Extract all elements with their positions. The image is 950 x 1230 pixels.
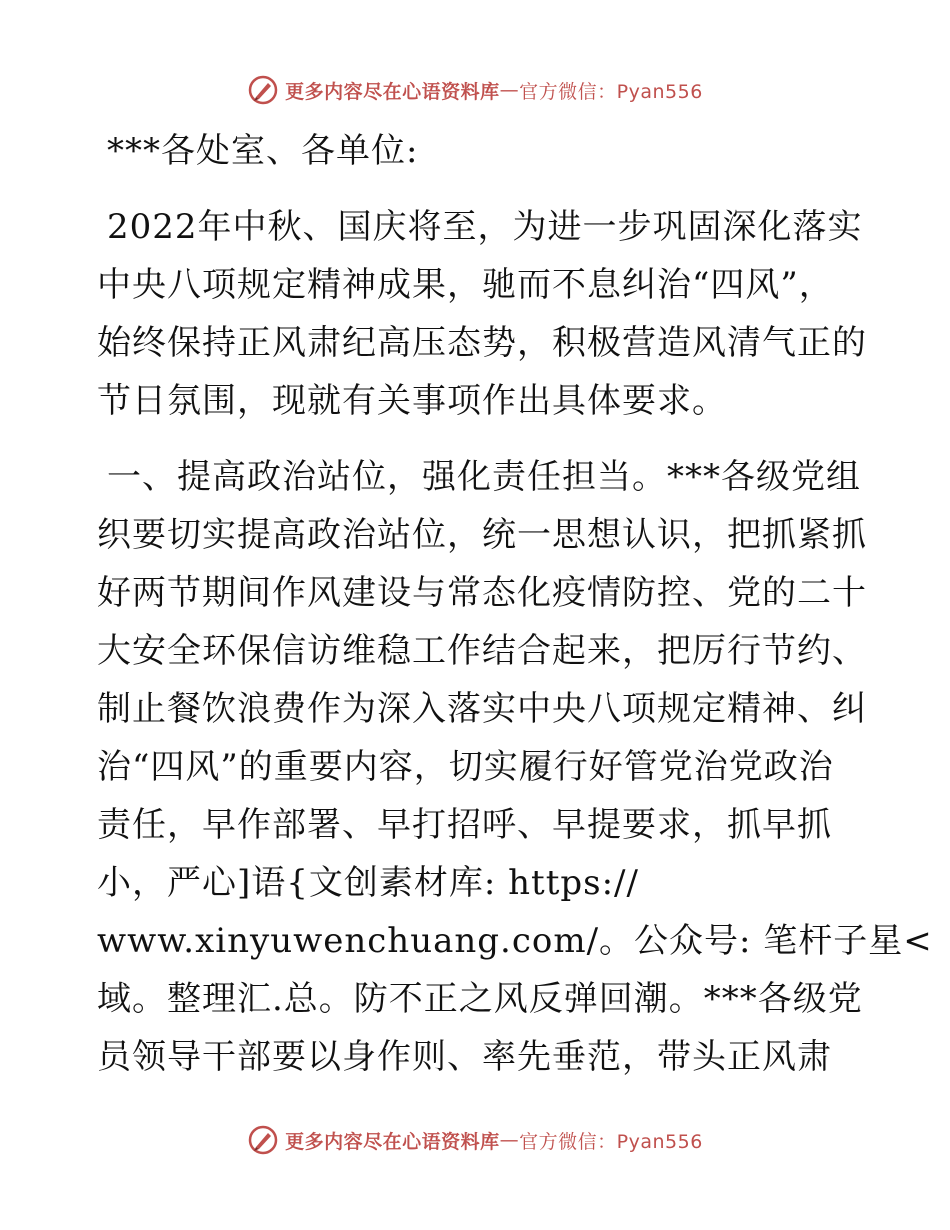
footer-watermark [0, 1120, 950, 1160]
paragraph-2-line: 员领导干部要以身作则、率先垂范，带头正风肃 [97, 1037, 832, 1077]
paragraph-2-line: 治“四风”的重要内容，切实履行好管党治党政治 [97, 747, 834, 787]
paragraph-2-line: 好两节期间作风建设与常态化疫情防控、党的二十 [97, 573, 867, 613]
watermark-contact-text: 官方微信：Pyan556 [519, 80, 703, 103]
watermark-contact-text: 官方微信：Pyan556 [519, 1130, 703, 1153]
watermark-main-text: 更多内容尽在心语资料库 [285, 1130, 500, 1153]
paragraph-2-line: 一、提高政治站位，强化责任担当。***各级党组 [107, 457, 861, 497]
paragraph-2-line: 域。整理汇.总。防不正之风反弹回潮。***各级党 [97, 979, 863, 1019]
paragraph-2-line: 小，严心]语{文创素材库: https:// [97, 863, 639, 903]
paragraph-2-line: www.xinyuwenchuang.com/。公众号: 笔杆子星< [97, 921, 933, 961]
paragraph-2-line: 责任，早作部署、早打招呼、早提要求，抓早抓 [97, 805, 832, 845]
paragraph-1-line: 中央八项规定精神成果，驰而不息纠治“四风”， [97, 265, 834, 305]
pen-logo-icon [247, 74, 279, 106]
paragraph-2-line: 制止餐饮浪费作为深入落实中央八项规定精神、纠 [97, 689, 867, 729]
header-watermark [0, 70, 950, 110]
paragraph-2-line: 织要切实提高政治站位，统一思想认识，把抓紧抓 [97, 515, 867, 555]
pen-logo-icon [247, 1124, 279, 1156]
watermark-main-text: 更多内容尽在心语资料库 [285, 80, 500, 103]
salutation: ***各处室、各单位: [107, 131, 419, 171]
paragraph-2-line: 大安全环保信访维稳工作结合起来，把厉行节约、 [97, 631, 867, 671]
watermark-separator: — [499, 1129, 520, 1151]
watermark-separator: — [499, 79, 520, 101]
document-body [97, 122, 933, 1086]
paragraph-1-line: 节日氛围，现就有关事项作出具体要求。 [97, 381, 727, 421]
paragraph-1-line: 2022年中秋、国庆将至，为进一步巩固深化落实 [107, 207, 863, 247]
paragraph-1-line: 始终保持正风肃纪高压态势，积极营造风清气正的 [97, 323, 867, 363]
